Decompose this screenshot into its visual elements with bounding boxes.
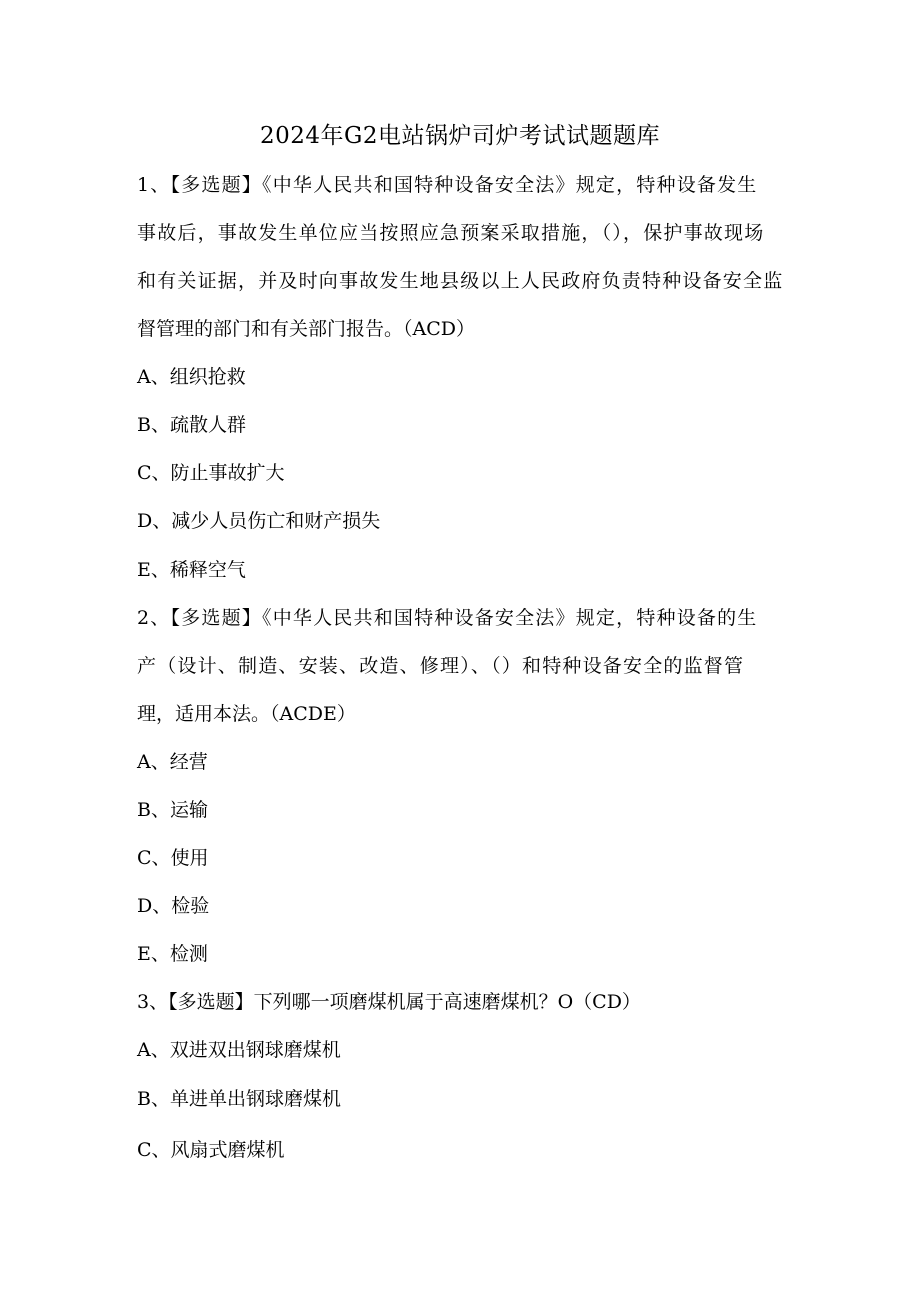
question-2-line-2: 产（设计、制造、安装、改造、修理）、（）和特种设备安全的监督管	[137, 655, 745, 677]
question-2-line-1: 2、【多选题】《中华人民共和国特种设备安全法》规定，特种设备的生	[137, 607, 758, 629]
question-1-line-2: 事故后，事故发生单位应当按照应急预案采取措施，（），保护事故现场	[137, 222, 765, 244]
question-1-option-c: C、防止事故扩大	[137, 462, 285, 484]
document-title: 2024年G2电站锅炉司炉考试试题题库	[259, 123, 661, 149]
question-2-option-a: A、经营	[137, 751, 208, 773]
question-1-option-d: D、减少人员伤亡和财产损失	[137, 510, 381, 532]
question-1-line-4: 督管理的部门和有关部门报告。（ACD）	[137, 318, 475, 340]
question-2-option-d: D、检验	[137, 895, 210, 917]
question-2-option-e: E、检测	[137, 943, 208, 965]
question-3-line-1: 3、【多选题】下列哪一项磨煤机属于高速磨煤机？O（CD）	[137, 991, 641, 1013]
question-1-option-e: E、稀释空气	[137, 559, 246, 581]
question-1-option-b: B、疏散人群	[137, 414, 246, 436]
question-3-option-c: C、风扇式磨煤机	[137, 1139, 285, 1161]
question-2-line-3: 理，适用本法。（ACDE）	[137, 703, 356, 725]
question-3-option-b: B、单进单出钢球磨煤机	[137, 1088, 341, 1110]
question-1-line-1: 1、【多选题】《中华人民共和国特种设备安全法》规定，特种设备发生	[137, 174, 758, 196]
question-1-option-a: A、组织抢救	[137, 366, 246, 388]
question-3-option-a: A、双进双出钢球磨煤机	[137, 1039, 341, 1061]
question-2-option-b: B、运输	[137, 799, 208, 821]
question-2-option-c: C、使用	[137, 847, 209, 869]
question-1-line-3: 和有关证据，并及时向事故发生地县级以上人民政府负责特种设备安全监	[137, 270, 784, 292]
